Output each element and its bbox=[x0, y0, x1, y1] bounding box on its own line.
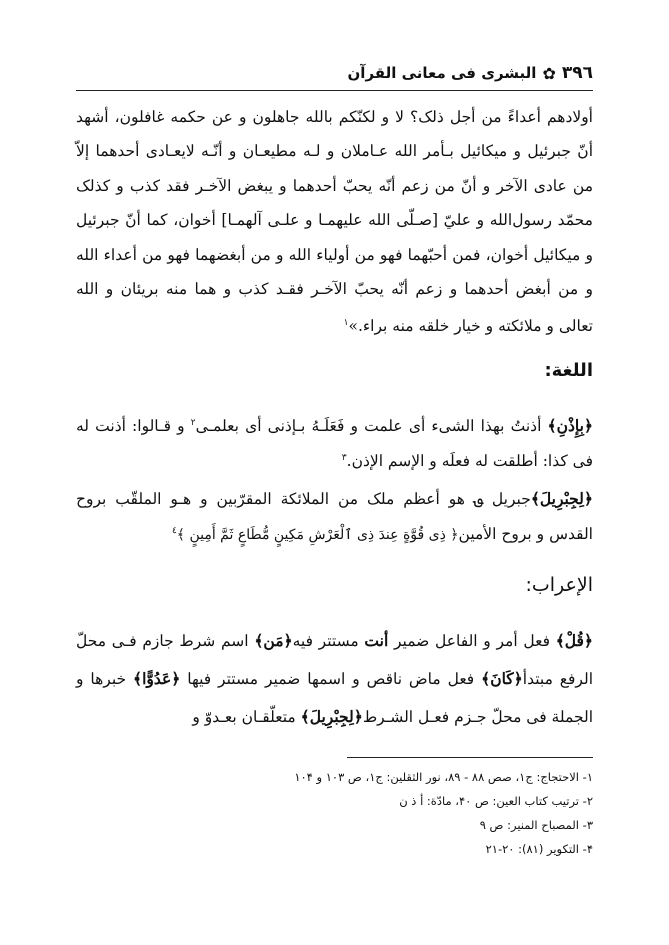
word-li-jibril-irab: ﴿لِجِبْرِیلَ﴾ bbox=[300, 707, 363, 726]
irab-text-2: مستتر فیه bbox=[292, 632, 365, 650]
lugha-entry-jibril bbox=[76, 483, 593, 551]
word-li-jibril: ﴿لِجِبْرِیلَ﴾ bbox=[530, 489, 593, 508]
irab-paragraph bbox=[76, 622, 593, 736]
word-qul: ﴿قُلْ﴾ bbox=[555, 631, 594, 650]
hadith-paragraph bbox=[76, 100, 593, 344]
footnote-3: ٣- المصباح المنیر: ص ٩ bbox=[479, 818, 593, 832]
page-number: ٣٩٦ bbox=[561, 63, 593, 83]
word-anta: أنت bbox=[364, 631, 389, 650]
footnote-4: ۴- التکویر (٨١): ٢٠-٢١ bbox=[485, 842, 593, 856]
irab-text-5: خبرها و الجملة فی محلّ جـزم فعـل الشـرط bbox=[76, 670, 593, 726]
footnote-ref-4: ٤ bbox=[171, 526, 177, 536]
lugha-heading: اللغة: bbox=[544, 360, 593, 381]
word-aduwwan: ﴿عَدُوًّا﴾ bbox=[132, 669, 181, 688]
footnote-ref-1: ١ bbox=[343, 318, 349, 329]
entry-idhn-text: أذنتُ بهذا الشیء أی علمت و فَعَلَـهُ بـإذنی أی بعلمـی bbox=[195, 417, 548, 436]
irab-text-1: فعل أمر و الفاعل ضمیر bbox=[388, 632, 556, 650]
flower-ornament-icon: ✿ bbox=[542, 63, 556, 83]
irab-heading: الإعراب: bbox=[525, 574, 593, 596]
footnote-divider bbox=[347, 757, 593, 758]
irab-text-6: متعلّقـان بعـدوّ و bbox=[192, 708, 301, 726]
quran-verse: ﴿ ذِی قُوَّةٍ عِندَ ذِی ٱلْعَرْشِ مَکِینٍ مُّطَاعٍ ثَمَّ أَمِینٍ ﴾ bbox=[176, 527, 459, 544]
footnote-ref-3: ٣ bbox=[341, 453, 347, 464]
entry-jibril-text: جبریل ؈ هو أعظم ملک من الملائکة المقرّبین و هـو الملقّب بروح القدس و بروح الأمین bbox=[76, 490, 593, 544]
irab-text-4: فعل ماض ناقص و اسمها ضمیر مستتر فیها bbox=[180, 670, 482, 688]
running-header bbox=[76, 58, 593, 88]
footnotes bbox=[76, 765, 593, 861]
hadith-text: أولادهم أعداءً من أجل ذلک؟ لا و لکنّکم بالله جاهلون و عن حکمه غافلون، أشهد أنّ جبرئیل و میکائیل بـأمر الله عـاملان و لـه مطیعـان و أنّـه لایعـادی أحدهما إلاّ من عادی الآخر و أنّ من زعم أنّه یحبّ أحدهما و یبغض الآخـر فقد کذب و کذلک محمّد رسول‌الله و عليّ [صـلّی الله علیهمـا و علـی آلهمـا] أخوان، کما أنّ جبرئیل و میکائیل أخوان، فمن أحبّهما فهو من أولیاء الله و من أبغضهما فهو من أعداء الله و من أبغض أحدهما و زعم أنّه یحبّ الآخـر فقـد کذب و هما منه بریئان و الله تعالی و ملائکته و خیار خلقه منه براء.» bbox=[76, 108, 593, 336]
book-title: البشری فی معانی القرآن bbox=[347, 64, 537, 82]
lugha-entry-idhn bbox=[76, 407, 593, 477]
footnote-2: ٢- ترتیب کتاب العین: ص ۴٠، مادّة: أ ذ ن bbox=[399, 794, 593, 808]
word-kana: ﴿کَانَ﴾ bbox=[481, 669, 523, 688]
irab-text-3: اسم شرط جازم فـی محلّ الرفع مبتدأ bbox=[76, 632, 593, 688]
footnote-ref-2: ٢ bbox=[190, 418, 196, 428]
word-bi-idhn: ﴿بِإِذْنِ﴾ bbox=[547, 416, 594, 436]
word-man: ﴿مَن﴾ bbox=[254, 631, 293, 650]
header-divider bbox=[76, 90, 593, 91]
footnote-1: ١- الاحتجاج: ج١، صص ٨٨ - ٨٩، نور الثقلین: ج١، ص ١٠٣ و ١٠۴ bbox=[294, 770, 593, 784]
entry-idhn-text-2: و قـالوا: أذنت له فی کذا: أطلقت له فعلَه و الإسم الإذن. bbox=[76, 417, 593, 471]
